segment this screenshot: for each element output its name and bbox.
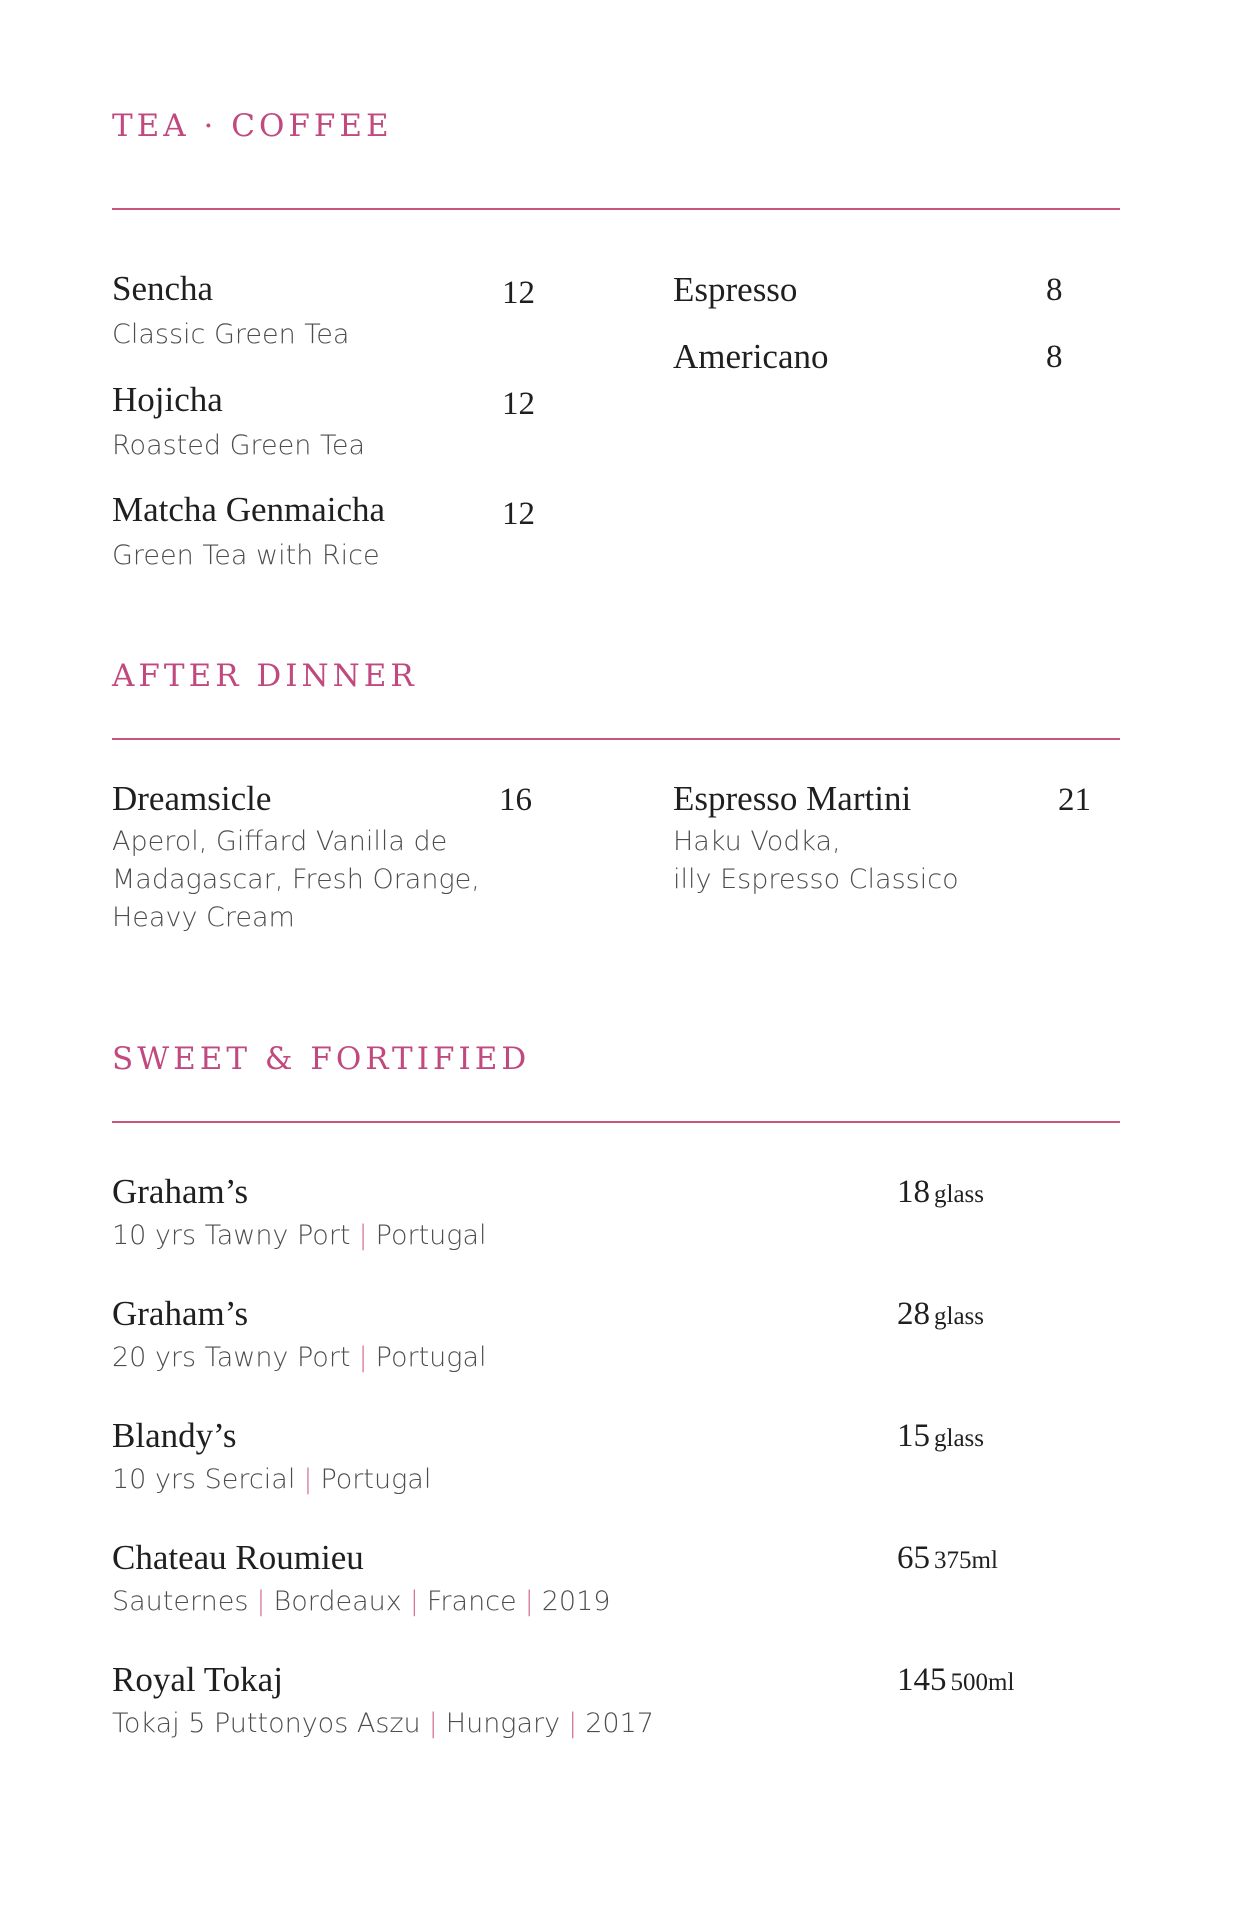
separator: | [256, 1586, 266, 1617]
section-title-after-dinner: AFTER DINNER [112, 658, 418, 694]
item-details [112, 1461, 431, 1499]
detail: Sauternes [112, 1586, 249, 1617]
price-value: 65 [897, 1540, 930, 1576]
separator: | [358, 1220, 368, 1251]
separator: | [524, 1586, 534, 1617]
item-price [897, 1542, 998, 1575]
item-price: 21 [1058, 782, 1091, 818]
item-name: Chateau Roumieu [112, 1538, 364, 1577]
detail: Tokaj 5 Puttonyos Aszu [112, 1708, 421, 1739]
detail: 10 yrs Sercial [112, 1464, 296, 1495]
description-line: Haku Vodka, [673, 826, 841, 857]
item-price [897, 1420, 984, 1453]
description-line: Heavy Cream [112, 902, 295, 933]
item-name: Sencha [112, 269, 214, 308]
detail: Hungary [445, 1708, 561, 1739]
item-price [897, 1298, 984, 1331]
item-name: Espresso Martini [673, 779, 912, 818]
item-description: Classic Green Tea [112, 319, 350, 350]
price-unit: 375ml [934, 1547, 998, 1574]
price-unit: 500ml [950, 1669, 1015, 1696]
description-line: illy Espresso Classico [673, 864, 959, 895]
section-divider [112, 208, 1120, 210]
description-line: Madagascar, Fresh Orange, [112, 864, 480, 895]
item-price: 12 [502, 275, 535, 311]
section-divider [112, 738, 1120, 740]
item-description: Green Tea with Rice [112, 540, 380, 571]
price-value: 15 [897, 1418, 930, 1454]
price-unit: glass [934, 1303, 984, 1330]
price-value: 18 [897, 1174, 930, 1210]
separator: | [358, 1342, 368, 1373]
description-line: Aperol, Giffard Vanilla de [112, 826, 448, 857]
separator: | [428, 1708, 438, 1739]
detail: 20 yrs Tawny Port [112, 1342, 351, 1373]
separator: | [303, 1464, 313, 1495]
item-price: 16 [499, 782, 532, 818]
item-name: Matcha Genmaicha [112, 490, 386, 529]
item-name: Blandy’s [112, 1416, 237, 1455]
item-name: Espresso [673, 270, 798, 309]
section-title-tea-coffee: TEA · COFFEE [112, 108, 393, 144]
item-description [673, 823, 959, 899]
detail: Portugal [375, 1342, 487, 1373]
detail: Bordeaux [273, 1586, 402, 1617]
price-unit: glass [934, 1181, 984, 1208]
item-details [112, 1339, 487, 1377]
item-price: 8 [1046, 339, 1063, 375]
detail: Portugal [375, 1220, 487, 1251]
section-title-sweet-fortified: SWEET & FORTIFIED [112, 1041, 531, 1077]
item-details [112, 1705, 654, 1743]
detail: France [426, 1586, 517, 1617]
item-price: 12 [502, 386, 535, 422]
item-name: Graham’s [112, 1294, 249, 1333]
item-details [112, 1583, 610, 1621]
price-unit: glass [934, 1425, 984, 1452]
item-description: Roasted Green Tea [112, 430, 366, 461]
detail: 2017 [585, 1708, 654, 1739]
price-value: 28 [897, 1296, 930, 1332]
separator: | [568, 1708, 578, 1739]
item-details [112, 1217, 487, 1255]
item-name: Americano [673, 337, 829, 376]
section-divider [112, 1121, 1120, 1123]
item-price [897, 1176, 984, 1209]
detail: 10 yrs Tawny Port [112, 1220, 351, 1251]
item-name: Hojicha [112, 380, 223, 419]
item-price: 8 [1046, 272, 1063, 308]
item-description [112, 823, 480, 937]
price-value: 145 [897, 1662, 947, 1698]
item-price [897, 1664, 1014, 1697]
separator: | [409, 1586, 419, 1617]
detail: Portugal [320, 1464, 432, 1495]
item-price: 12 [502, 496, 535, 532]
item-name: Graham’s [112, 1172, 249, 1211]
detail: 2019 [541, 1586, 611, 1617]
item-name: Royal Tokaj [112, 1660, 283, 1699]
item-name: Dreamsicle [112, 779, 272, 818]
